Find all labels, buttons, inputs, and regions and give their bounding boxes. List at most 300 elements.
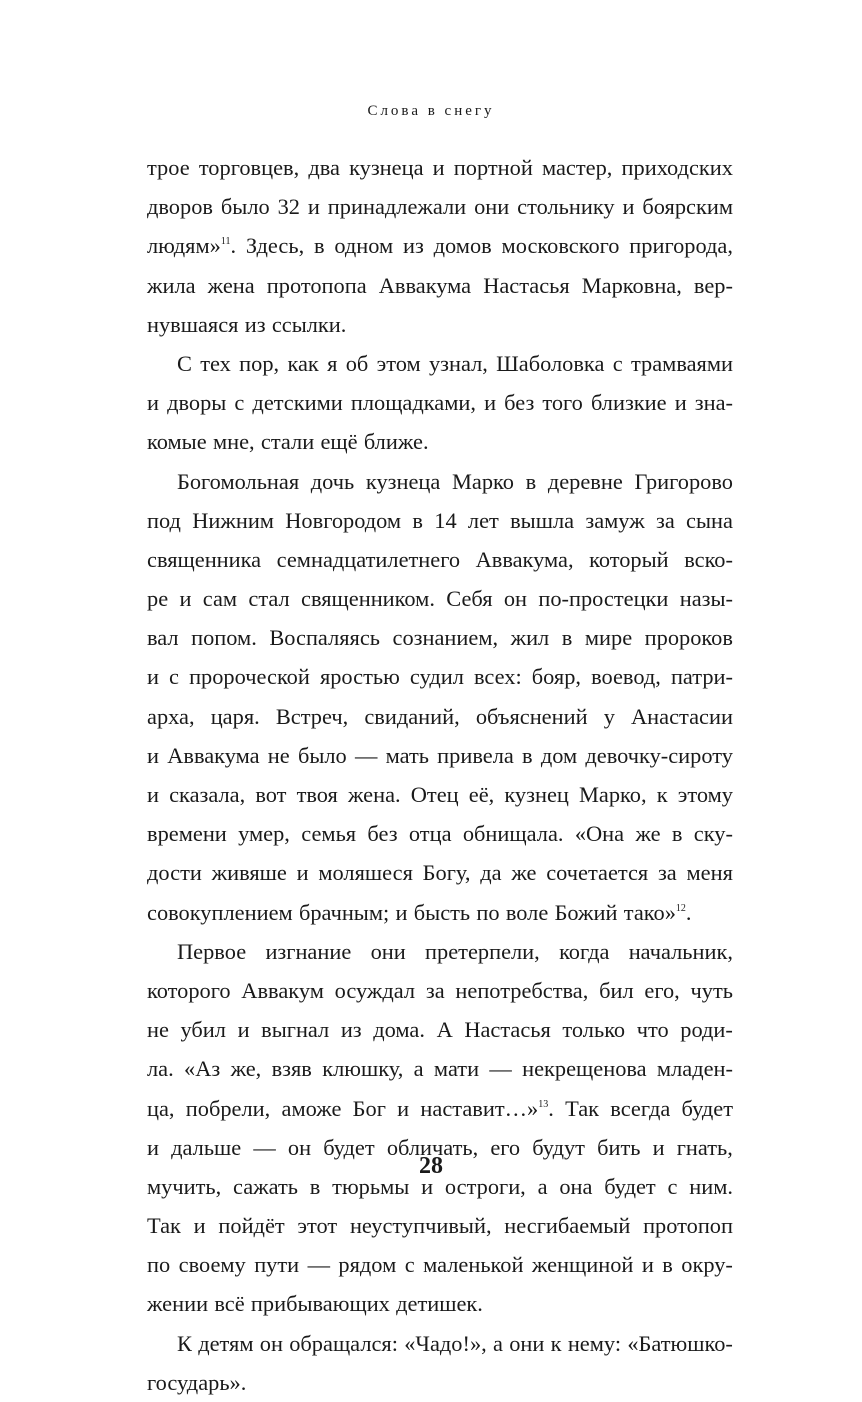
word-text: же bbox=[511, 860, 537, 886]
word bbox=[199, 148, 299, 187]
word bbox=[694, 814, 733, 853]
word bbox=[426, 971, 445, 1010]
word bbox=[367, 814, 397, 853]
word bbox=[320, 422, 357, 461]
word-text: твоя bbox=[296, 782, 338, 807]
word-text: два bbox=[308, 155, 340, 180]
word bbox=[147, 657, 159, 696]
word-text: пригорода, bbox=[629, 233, 733, 259]
word-text: Новгородом bbox=[285, 507, 402, 533]
word-text: этот bbox=[297, 1213, 338, 1239]
word-text: семья bbox=[301, 821, 357, 847]
word-text: жена bbox=[207, 272, 255, 298]
word-text: а bbox=[413, 1056, 424, 1082]
word bbox=[637, 1010, 669, 1049]
word bbox=[200, 344, 231, 383]
word-text: судил bbox=[409, 664, 464, 690]
word-text: из bbox=[340, 1017, 362, 1043]
word bbox=[437, 736, 514, 775]
word-text: и bbox=[622, 194, 635, 220]
word-text: пророческой bbox=[189, 664, 310, 690]
word-text: его, bbox=[644, 977, 680, 1003]
word bbox=[289, 1324, 398, 1363]
word bbox=[147, 853, 202, 892]
word-text: убил bbox=[180, 1017, 226, 1043]
word bbox=[308, 187, 320, 226]
word bbox=[327, 344, 337, 383]
word bbox=[397, 1089, 409, 1128]
word bbox=[446, 579, 492, 618]
word-text: — bbox=[253, 1134, 276, 1160]
word bbox=[285, 501, 401, 540]
word-text: Божий bbox=[554, 899, 618, 925]
word-text: Шаболовка bbox=[496, 350, 605, 376]
word-text: да bbox=[480, 860, 502, 886]
word bbox=[147, 579, 168, 618]
word bbox=[147, 1284, 208, 1323]
word-text: женщиной bbox=[531, 1252, 634, 1278]
word-text: Здесь, bbox=[245, 233, 305, 259]
word bbox=[672, 814, 683, 853]
word-text: привела bbox=[437, 742, 514, 768]
word-text: воле bbox=[505, 899, 549, 925]
word-text: кузнец bbox=[504, 782, 569, 807]
word-text: арха, bbox=[147, 703, 195, 729]
word-text: «Батюшко- bbox=[627, 1330, 733, 1356]
word-text: объяснений bbox=[475, 703, 588, 729]
word-text: трое bbox=[147, 155, 190, 180]
text-line bbox=[147, 1089, 733, 1128]
word-text: бить bbox=[597, 1134, 641, 1160]
word bbox=[695, 383, 733, 422]
word-text: кузнеца bbox=[365, 468, 441, 494]
text-line bbox=[147, 697, 733, 736]
word bbox=[542, 148, 612, 187]
word-text: свиданий, bbox=[364, 703, 460, 729]
word-text: с bbox=[169, 664, 179, 690]
word bbox=[373, 1010, 425, 1049]
word-text: дворы bbox=[167, 390, 227, 416]
word-text: вско- bbox=[684, 546, 733, 572]
text-line bbox=[147, 305, 733, 344]
text-line bbox=[147, 618, 733, 657]
text-line bbox=[147, 1010, 733, 1049]
word-text: стали bbox=[260, 429, 315, 455]
word-text: меня bbox=[686, 860, 733, 886]
word bbox=[177, 344, 192, 383]
word bbox=[562, 1010, 625, 1049]
word bbox=[568, 1324, 621, 1363]
word bbox=[297, 775, 338, 814]
word-text: — bbox=[307, 1252, 330, 1278]
word bbox=[414, 893, 470, 932]
word bbox=[551, 1324, 562, 1363]
word-text: не bbox=[267, 742, 290, 768]
word-text: клюшку, bbox=[322, 1056, 404, 1082]
word-text: мать bbox=[385, 742, 429, 768]
word-text: Отец bbox=[410, 782, 459, 807]
word bbox=[308, 148, 340, 187]
word bbox=[147, 1206, 181, 1245]
word bbox=[265, 932, 351, 971]
word bbox=[246, 226, 304, 265]
word-text: окру- bbox=[681, 1252, 733, 1278]
word bbox=[687, 853, 733, 892]
word-text: и bbox=[147, 742, 159, 768]
word-text: сам bbox=[202, 586, 238, 612]
word bbox=[548, 462, 623, 501]
word-text: . bbox=[685, 899, 692, 925]
word bbox=[468, 501, 499, 540]
word bbox=[147, 618, 179, 657]
word-text: в bbox=[522, 742, 533, 768]
word-text: сына bbox=[686, 507, 733, 533]
word bbox=[393, 618, 499, 657]
word-text: вер- bbox=[693, 272, 733, 298]
word-text: мире bbox=[584, 625, 633, 651]
word bbox=[350, 1206, 492, 1245]
word-text: — bbox=[489, 1056, 512, 1082]
word-text: того bbox=[542, 390, 583, 416]
word-text: и bbox=[147, 1134, 159, 1160]
word bbox=[489, 1049, 511, 1088]
word-text: обличать, bbox=[386, 1134, 479, 1160]
text-line bbox=[147, 1206, 733, 1245]
word bbox=[268, 736, 290, 775]
word-text: а bbox=[537, 1173, 548, 1199]
word bbox=[211, 697, 260, 736]
text-line bbox=[147, 383, 733, 422]
word-text: нувшаяся bbox=[147, 311, 239, 337]
word-text: вышла bbox=[510, 507, 575, 533]
word-text: государь». bbox=[147, 1369, 247, 1395]
word-text: гнать, bbox=[676, 1134, 733, 1160]
word bbox=[147, 187, 213, 226]
word-text: священником. bbox=[301, 586, 435, 612]
word-text: и bbox=[179, 586, 192, 612]
word bbox=[218, 1206, 284, 1245]
word-text: Григорово bbox=[634, 468, 733, 494]
word bbox=[622, 148, 733, 187]
word bbox=[272, 1049, 312, 1088]
word bbox=[657, 775, 668, 814]
word bbox=[496, 344, 604, 383]
word bbox=[167, 383, 226, 422]
word-text: торговцев, bbox=[198, 155, 300, 180]
word-text: С bbox=[177, 350, 192, 376]
word bbox=[484, 383, 496, 422]
word bbox=[694, 266, 733, 305]
word-text: и bbox=[193, 1213, 206, 1239]
word-text: в bbox=[662, 1252, 673, 1278]
word-text: священника bbox=[147, 546, 262, 572]
word-text: зна- bbox=[694, 390, 733, 416]
word-text: а bbox=[493, 1330, 503, 1356]
word-text: будет bbox=[604, 1173, 656, 1199]
word bbox=[147, 1010, 169, 1049]
word bbox=[377, 344, 421, 383]
word-text: Аввакум bbox=[241, 977, 324, 1003]
word bbox=[680, 579, 733, 618]
text-line bbox=[147, 187, 733, 226]
word bbox=[681, 1245, 733, 1284]
word-text: было bbox=[220, 194, 270, 220]
word-text: царя. bbox=[210, 703, 260, 729]
word-text: вал bbox=[147, 625, 179, 651]
word bbox=[642, 187, 733, 226]
word bbox=[353, 1089, 386, 1128]
word-text: не bbox=[147, 1017, 169, 1043]
word-text: Нижним bbox=[192, 507, 274, 533]
word-text: стольнику bbox=[517, 194, 615, 220]
word bbox=[287, 344, 318, 383]
word bbox=[308, 1245, 330, 1284]
word bbox=[234, 383, 244, 422]
word bbox=[658, 853, 677, 892]
word-text: принадлежали bbox=[327, 194, 467, 220]
word bbox=[434, 501, 456, 540]
word-text: портной bbox=[453, 155, 533, 180]
word bbox=[411, 775, 459, 814]
word bbox=[371, 932, 406, 971]
word bbox=[245, 305, 266, 344]
word-text: Аввакума bbox=[378, 272, 472, 298]
word-text: дочь bbox=[310, 468, 355, 494]
word bbox=[335, 971, 415, 1010]
word bbox=[239, 344, 279, 383]
word-text: протопопа bbox=[266, 272, 367, 298]
word-text: площадками, bbox=[350, 390, 476, 416]
word bbox=[682, 1089, 733, 1128]
word bbox=[463, 814, 564, 853]
word-text: они bbox=[474, 194, 510, 220]
word bbox=[474, 187, 509, 226]
word bbox=[396, 893, 408, 932]
word-text: . bbox=[230, 233, 237, 259]
word bbox=[474, 657, 522, 696]
word bbox=[532, 1245, 633, 1284]
word-text: нему: bbox=[567, 1330, 622, 1356]
page-number: 28 bbox=[419, 1153, 443, 1179]
word bbox=[686, 501, 733, 540]
word-text: московского bbox=[501, 233, 620, 259]
text-line bbox=[147, 148, 733, 187]
word-text: детям bbox=[198, 1330, 254, 1356]
word-text: с bbox=[404, 1252, 415, 1278]
word-text: взяв bbox=[271, 1056, 312, 1082]
word bbox=[476, 697, 588, 736]
word-text: она bbox=[559, 1173, 593, 1199]
word-text: бил bbox=[599, 977, 634, 1003]
word-text: непотребства, bbox=[455, 977, 589, 1003]
word-text: «Чадо!», bbox=[404, 1330, 487, 1356]
word bbox=[241, 971, 324, 1010]
word bbox=[349, 148, 423, 187]
word bbox=[511, 853, 536, 892]
word-text: прибывающих bbox=[250, 1291, 390, 1317]
word-text: своему bbox=[178, 1252, 246, 1278]
word-text: 32 bbox=[277, 194, 300, 220]
word bbox=[409, 814, 452, 853]
word bbox=[147, 697, 195, 736]
word bbox=[643, 1206, 733, 1245]
word bbox=[147, 893, 293, 932]
word-text: дворов bbox=[147, 194, 213, 220]
word-text: он bbox=[503, 586, 528, 612]
word-text: ним. bbox=[689, 1173, 733, 1199]
word bbox=[680, 1010, 733, 1049]
word bbox=[522, 736, 533, 775]
word bbox=[261, 1010, 329, 1049]
word bbox=[212, 853, 287, 892]
word-text: несгибаемый bbox=[504, 1213, 631, 1239]
word bbox=[414, 1049, 424, 1088]
word bbox=[147, 305, 238, 344]
word bbox=[425, 932, 540, 971]
word-text: умер, bbox=[238, 821, 290, 847]
word-text: Марко, bbox=[579, 782, 647, 807]
word-text: и bbox=[641, 1252, 654, 1278]
word-text: Настасья bbox=[483, 272, 570, 298]
word-text: и bbox=[296, 860, 309, 886]
word bbox=[177, 932, 246, 971]
word bbox=[311, 462, 354, 501]
word-text: и bbox=[397, 1095, 410, 1121]
word-text: и bbox=[307, 194, 320, 220]
word bbox=[269, 618, 380, 657]
word-text: будет bbox=[323, 1134, 375, 1160]
word-text: жена. bbox=[347, 782, 401, 807]
word bbox=[585, 736, 733, 775]
text-line bbox=[147, 501, 733, 540]
word bbox=[631, 697, 733, 736]
text-line bbox=[147, 1363, 733, 1402]
word bbox=[338, 1245, 396, 1284]
word bbox=[542, 383, 583, 422]
word-text: наставит…» bbox=[420, 1095, 539, 1121]
text-line bbox=[147, 540, 733, 579]
word-text: сказала, bbox=[169, 782, 246, 807]
word-text: мне, bbox=[212, 429, 255, 455]
word-text: детскими bbox=[252, 390, 343, 416]
word-text: — bbox=[354, 742, 378, 768]
word bbox=[635, 814, 660, 853]
word bbox=[575, 814, 624, 853]
word-text: с bbox=[667, 1173, 678, 1199]
word bbox=[167, 736, 259, 775]
word-text: и bbox=[237, 1017, 250, 1043]
word bbox=[260, 1324, 283, 1363]
body-text bbox=[147, 148, 733, 1402]
word bbox=[147, 1363, 246, 1402]
word-text: боярским bbox=[642, 194, 733, 220]
word bbox=[346, 344, 369, 383]
word-text: и bbox=[674, 390, 687, 416]
word-text: патри- bbox=[670, 664, 733, 690]
text-line bbox=[147, 853, 733, 892]
text-line bbox=[147, 462, 733, 501]
word-text: К bbox=[177, 1330, 192, 1356]
word-text: роди- bbox=[680, 1017, 733, 1043]
word bbox=[348, 775, 401, 814]
text-line bbox=[147, 266, 733, 305]
word bbox=[454, 148, 533, 187]
word bbox=[386, 736, 429, 775]
running-head: Слова в снегу bbox=[367, 103, 495, 119]
word-text: девочку-сироту bbox=[585, 742, 733, 768]
word-text: за bbox=[425, 977, 445, 1003]
word bbox=[434, 1049, 479, 1088]
text-line bbox=[147, 1245, 733, 1284]
word-text: и bbox=[432, 155, 445, 180]
word-text: ца, bbox=[147, 1095, 175, 1121]
word-text: Марковна, bbox=[581, 272, 682, 298]
word-text: ла. bbox=[147, 1056, 174, 1082]
text-line bbox=[147, 893, 733, 932]
word bbox=[504, 1206, 630, 1245]
footnote-ref: 11 bbox=[220, 236, 231, 248]
word bbox=[684, 540, 733, 579]
word bbox=[298, 736, 347, 775]
word-text: близкие bbox=[590, 390, 667, 416]
word bbox=[511, 618, 550, 657]
word-text: ближе. bbox=[363, 429, 429, 455]
word-text: об bbox=[345, 350, 369, 376]
word-text: пути bbox=[254, 1252, 300, 1278]
word bbox=[582, 266, 682, 305]
word bbox=[238, 814, 290, 853]
footnote-ref: 12 bbox=[675, 902, 686, 914]
word bbox=[364, 697, 459, 736]
word bbox=[147, 383, 159, 422]
word-text: ре bbox=[147, 586, 169, 612]
word-text: из bbox=[244, 311, 266, 337]
word bbox=[248, 579, 289, 618]
word bbox=[610, 1089, 670, 1128]
word-text: семнадцатилетнего bbox=[276, 546, 461, 572]
word-text: будет bbox=[681, 1095, 733, 1121]
word-text: как bbox=[287, 350, 319, 376]
word-text: «Аз bbox=[184, 1056, 221, 1082]
word-text: Настасья bbox=[464, 1017, 551, 1043]
word-text: Марко bbox=[451, 468, 514, 494]
word-text: брачным; bbox=[298, 899, 390, 925]
word bbox=[404, 1324, 487, 1363]
word-text: Воспаляясь bbox=[269, 625, 380, 651]
word bbox=[179, 579, 191, 618]
word-text: её, bbox=[468, 782, 495, 807]
word bbox=[476, 893, 499, 932]
word bbox=[147, 736, 159, 775]
word-text: маленькой bbox=[423, 1252, 524, 1278]
word bbox=[589, 540, 669, 579]
word bbox=[604, 697, 615, 736]
word bbox=[147, 148, 190, 187]
word bbox=[213, 422, 255, 461]
word bbox=[255, 775, 286, 814]
word bbox=[177, 1324, 192, 1363]
word-text: аможе bbox=[281, 1095, 342, 1121]
word bbox=[198, 1324, 253, 1363]
word-text: «Она bbox=[574, 821, 625, 847]
word-text: под bbox=[147, 507, 181, 533]
word bbox=[147, 501, 181, 540]
word-text: чуть bbox=[690, 977, 733, 1003]
word bbox=[328, 187, 466, 226]
word-text: тако» bbox=[623, 899, 676, 925]
word-text: людям» bbox=[147, 233, 221, 259]
word bbox=[147, 226, 236, 265]
